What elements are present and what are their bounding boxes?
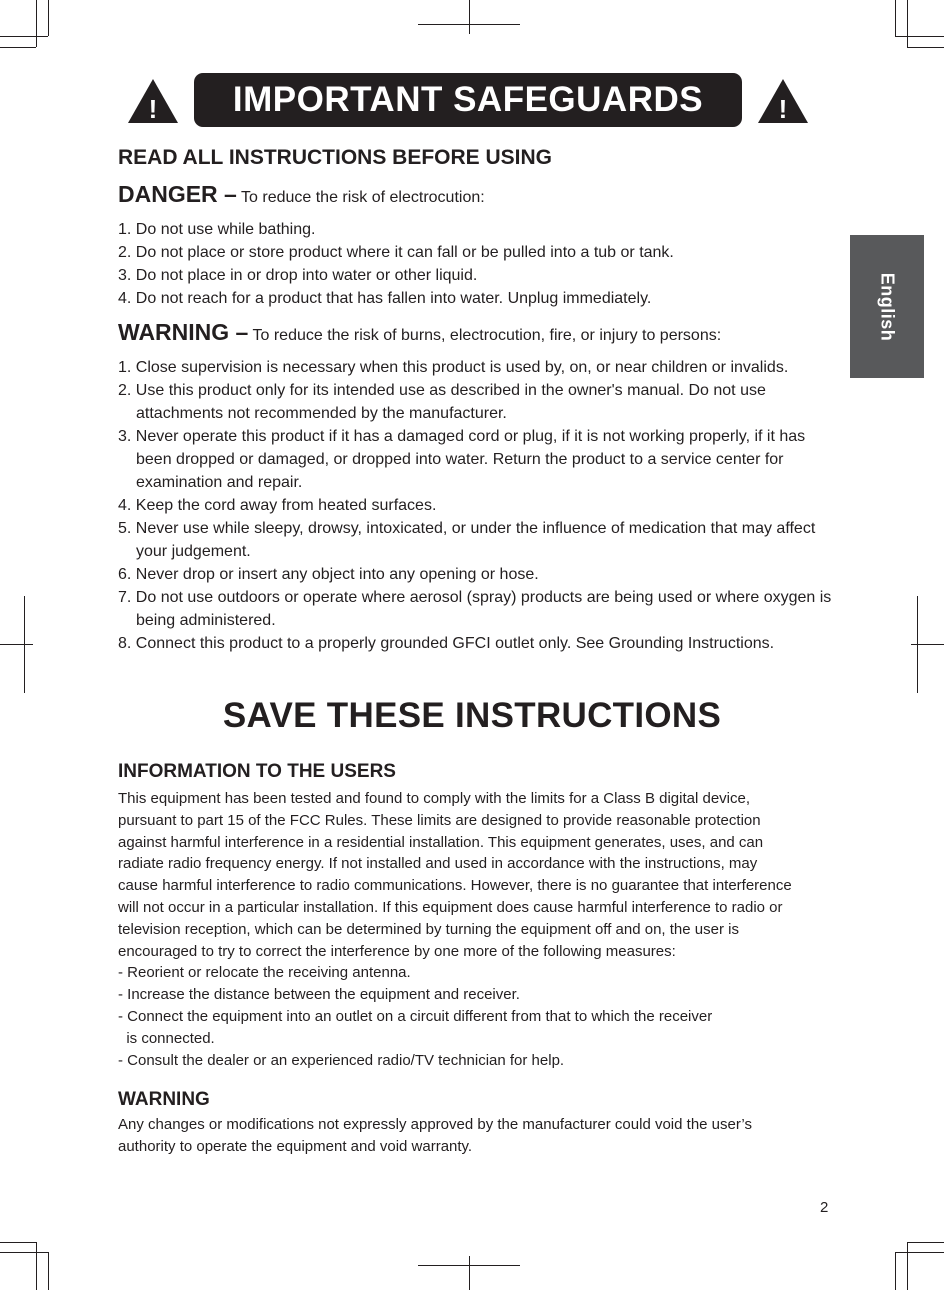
paragraph-line: radiate radio frequency energy. If not installed and used in accordance with the instructions, may bbox=[118, 855, 758, 873]
list-item: 2. Use this product only for its intended use as described in the owner's manual. Do not use attachments not recommended by the manufacturer. bbox=[118, 382, 766, 422]
svg-text:!: ! bbox=[148, 94, 158, 124]
list-item: 5. Never use while sleepy, drowsy, intoxicated, or under the influence of medication that may affect your judgement. bbox=[118, 520, 816, 560]
paragraph-line: pursuant to part 15 of the FCC Rules. These limits are designed to provide reasonable protection bbox=[118, 811, 761, 829]
paragraph-line: will not occur in a particular installation. If this equipment does cause harmful interference to radio or bbox=[118, 898, 783, 916]
list-item: 6. Never drop or insert any object into any opening or hose. bbox=[118, 566, 539, 583]
danger-list bbox=[118, 218, 834, 310]
paragraph-line: television reception, which can be determined by turning the equipment off and on, the user is bbox=[118, 920, 739, 938]
list-item: 4. Keep the cord away from heated surfaces. bbox=[118, 497, 437, 514]
list-item: 2. Do not place or store product where it can fall or be pulled into a tub or tank. bbox=[118, 244, 674, 261]
paragraph-line: Any changes or modifications not expressly approved by the manufacturer could void the user’s bbox=[118, 1116, 752, 1133]
measure-item: - Reorient or relocate the receiving antenna. bbox=[118, 964, 411, 982]
measure-item: is connected. bbox=[118, 1029, 215, 1047]
danger-intro: To reduce the risk of electrocution: bbox=[236, 189, 485, 206]
warning-keyword: WARNING – bbox=[118, 319, 249, 345]
banner-title: IMPORTANT SAFEGUARDS bbox=[194, 73, 742, 127]
list-item: 3. Never operate this product if it has a damaged cord or plug, if it is not working properly, if it has been dropped or damaged, or dropped into water. Return the product to a service center for examination and repair. bbox=[118, 428, 806, 491]
warning-heading bbox=[118, 318, 834, 350]
measure-item: - Increase the distance between the equipment and receiver. bbox=[118, 986, 520, 1004]
list-item: 1. Do not use while bathing. bbox=[118, 221, 316, 238]
safeguards-section bbox=[118, 146, 834, 655]
read-instructions-heading: READ ALL INSTRUCTIONS BEFORE USING bbox=[118, 146, 553, 169]
paragraph-line: cause harmful interference to radio communications. However, there is no guarantee that interference bbox=[118, 877, 792, 895]
list-item: 8. Connect this product to a properly grounded GFCI outlet only. See Grounding Instructions. bbox=[118, 635, 775, 652]
list-item: 4. Do not reach for a product that has fallen into water. Unplug immediately. bbox=[118, 290, 652, 307]
warning-triangle-icon bbox=[756, 77, 810, 125]
fcc-information-section bbox=[118, 760, 878, 1071]
language-tab bbox=[850, 235, 924, 378]
warning-intro: To reduce the risk of burns, electrocution, fire, or injury to persons: bbox=[248, 327, 722, 344]
fcc-warning-heading: WARNING bbox=[118, 1089, 210, 1110]
list-item: 7. Do not use outdoors or operate where aerosol (spray) products are being used or where oxygen is being administered. bbox=[118, 589, 832, 629]
safeguards-banner bbox=[126, 73, 810, 127]
paragraph-line: This equipment has been tested and found to comply with the limits for a Class B digital device, bbox=[118, 790, 750, 807]
svg-text:!: ! bbox=[778, 94, 788, 124]
page-number: 2 bbox=[820, 1199, 829, 1216]
measure-item: - Connect the equipment into an outlet on a circuit different from that to which the receiver bbox=[118, 1007, 713, 1025]
list-item: 1. Close supervision is necessary when this product is used by, on, or near children or invalids. bbox=[118, 359, 789, 376]
language-tab-label: English bbox=[877, 272, 898, 341]
warning-triangle-icon bbox=[126, 77, 180, 125]
warning-list bbox=[118, 356, 834, 655]
fcc-warning-section bbox=[118, 1088, 838, 1158]
paragraph-line: authority to operate the equipment and void warranty. bbox=[118, 1138, 473, 1155]
paragraph-line: against harmful interference in a residential installation. This equipment generates, uses, and can bbox=[118, 833, 764, 851]
measure-item: - Consult the dealer or an experienced radio/TV technician for help. bbox=[118, 1051, 565, 1069]
info-heading: INFORMATION TO THE USERS bbox=[118, 761, 396, 782]
danger-keyword: DANGER – bbox=[118, 181, 237, 207]
paragraph-line: encouraged to try to correct the interference by one more of the following measures: bbox=[118, 942, 676, 960]
list-item: 3. Do not place in or drop into water or other liquid. bbox=[118, 267, 478, 284]
save-instructions-heading: SAVE THESE INSTRUCTIONS bbox=[222, 696, 722, 735]
danger-heading bbox=[118, 180, 834, 212]
